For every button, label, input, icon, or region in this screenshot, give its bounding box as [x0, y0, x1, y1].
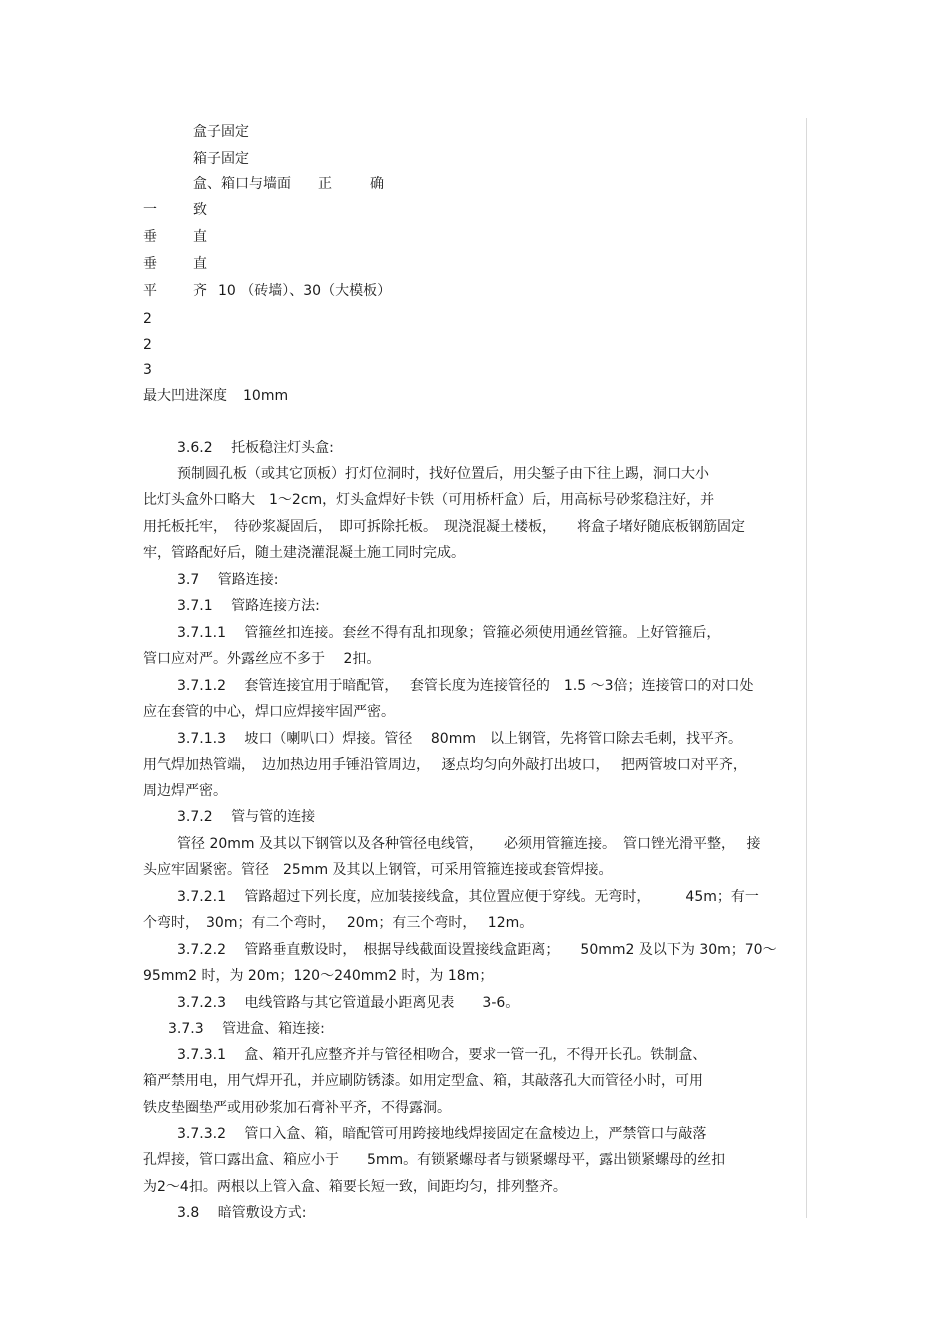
table-cell: 箱子固定: [193, 151, 249, 167]
paragraph-line: 3.7.2.3 电线管路与其它管道最小距离见表 3-6。: [177, 995, 520, 1011]
paragraph-line: 3.7.1.2 套管连接宜用于暗配管， 套管长度为连接管径的 1.5 ～3倍；连接管口的对口处: [177, 678, 754, 694]
paragraph-line: 为2～4扣。两根以上管入盒、箱要长短一致，间距均匀，排列整齐。: [143, 1179, 567, 1195]
section-heading: 3.7.2 管与管的连接: [177, 809, 316, 825]
paragraph-line: 用气焊加热管端， 边加热边用手锤沿管周边， 逐点均匀向外敲打出坡口， 把两管坡口对平齐，: [143, 757, 747, 773]
table-cell: 最大凹进深度: [143, 388, 227, 404]
table-cell: 3: [143, 362, 152, 378]
section-heading: 3.7.3 管进盒、箱连接:: [168, 1021, 325, 1037]
table-cell: 垂: [143, 229, 157, 245]
table-cell: 直: [193, 256, 207, 272]
table-cell: 盒、箱口与墙面: [193, 176, 291, 192]
table-cell: 垂: [143, 256, 157, 272]
table-cell: 正: [318, 176, 332, 192]
paragraph-line: 周边焊严密。: [143, 783, 227, 799]
paragraph-line: 3.7.2.1 管路超过下列长度，应加装接线盒，其位置应便于穿线。无弯时， 45m；有一: [177, 889, 759, 905]
table-cell: 2: [143, 337, 152, 353]
paragraph-line: 牢，管路配好后，随土建浇灌混凝土施工同时完成。: [143, 545, 465, 561]
paragraph-line: 预制圆孔板（或其它顶板）打灯位洞时，找好位置后，用尖錾子由下往上踢，洞口大小: [177, 466, 709, 482]
paragraph-line: 3.7.2.2 管路垂直敷设时， 根据导线截面设置接线盒距离； 50mm2 及以下为 30m；70～: [177, 942, 777, 958]
paragraph-line: 3.7.1.3 坡口（喇叭口）焊接。管径 80mm 以上钢管，先将管口除去毛刺，找平齐。: [177, 731, 742, 747]
paragraph-line: 比灯头盒外口略大 1～2cm，灯头盒焊好卡铁（可用桥杆盒）后，用高标号砂浆稳注好，并: [143, 492, 715, 508]
table-cell: 10mm: [243, 388, 289, 404]
table-cell: 致: [193, 202, 207, 218]
table-cell: 直: [193, 229, 207, 245]
section-heading: 3.7.1 管路连接方法:: [177, 598, 320, 614]
paragraph-line: 应在套管的中心，焊口应焊接牢固严密。: [143, 704, 395, 720]
table-cell: 10 （砖墙）、30（大模板）: [218, 283, 392, 299]
table-cell: 平: [143, 283, 157, 299]
paragraph-line: 个弯时， 30m；有二个弯时， 20m；有三个弯时， 12m。: [143, 915, 534, 931]
paragraph-line: 95mm2 时，为 20m；120～240mm2 时，为 18m；: [143, 968, 494, 984]
section-heading: 3.6.2 托板稳注灯头盒:: [177, 440, 334, 456]
paragraph-line: 3.7.3.2 管口入盒、箱，暗配管可用跨接地线焊接固定在盒棱边上，严禁管口与敲落: [177, 1126, 707, 1142]
table-cell: 一: [143, 202, 157, 218]
table-cell: 2: [143, 311, 152, 327]
paragraph-line: 3.7.1.1 管箍丝扣连接。套丝不得有乱扣现象；管箍必须使用通丝管箍。上好管箍后，: [177, 625, 721, 641]
paragraph-line: 用托板托牢， 待砂浆凝固后， 即可拆除托板。 现浇混凝土楼板， 将盒子堵好随底板钢筋固定: [143, 519, 745, 535]
paragraph-line: 铁皮垫圈垫严或用砂浆加石膏补平齐，不得露洞。: [143, 1100, 451, 1116]
section-heading: 3.8 暗管敷设方式:: [177, 1205, 307, 1221]
table-cell: 确: [370, 176, 384, 192]
paragraph-line: 管径 20mm 及其以下钢管以及各种管径电线管， 必须用管箍连接。 管口锉光滑平整， 接: [177, 836, 761, 852]
paragraph-line: 管口应对严。外露丝应不多于 2扣。: [143, 651, 381, 667]
section-heading: 3.7 管路连接:: [177, 572, 279, 588]
paragraph-line: 头应牢固紧密。管径 25mm 及其以上钢管，可采用管箍连接或套管焊接。: [143, 862, 613, 878]
paragraph-line: 箱严禁用电，用气焊开孔，并应刷防锈漆。如用定型盒、箱，其敲落孔大而管径小时，可用: [143, 1073, 703, 1089]
column-divider: [806, 118, 807, 1218]
paragraph-line: 3.7.3.1 盒、箱开孔应整齐并与管径相吻合，要求一管一孔，不得开长孔。铁制盒、: [177, 1047, 707, 1063]
table-cell: 齐: [193, 283, 207, 299]
table-cell: 盒子固定: [193, 124, 249, 140]
paragraph-line: 孔焊接，管口露出盒、箱应小于 5mm。有锁紧螺母者与锁紧螺母平，露出锁紧螺母的丝扣: [143, 1152, 726, 1168]
